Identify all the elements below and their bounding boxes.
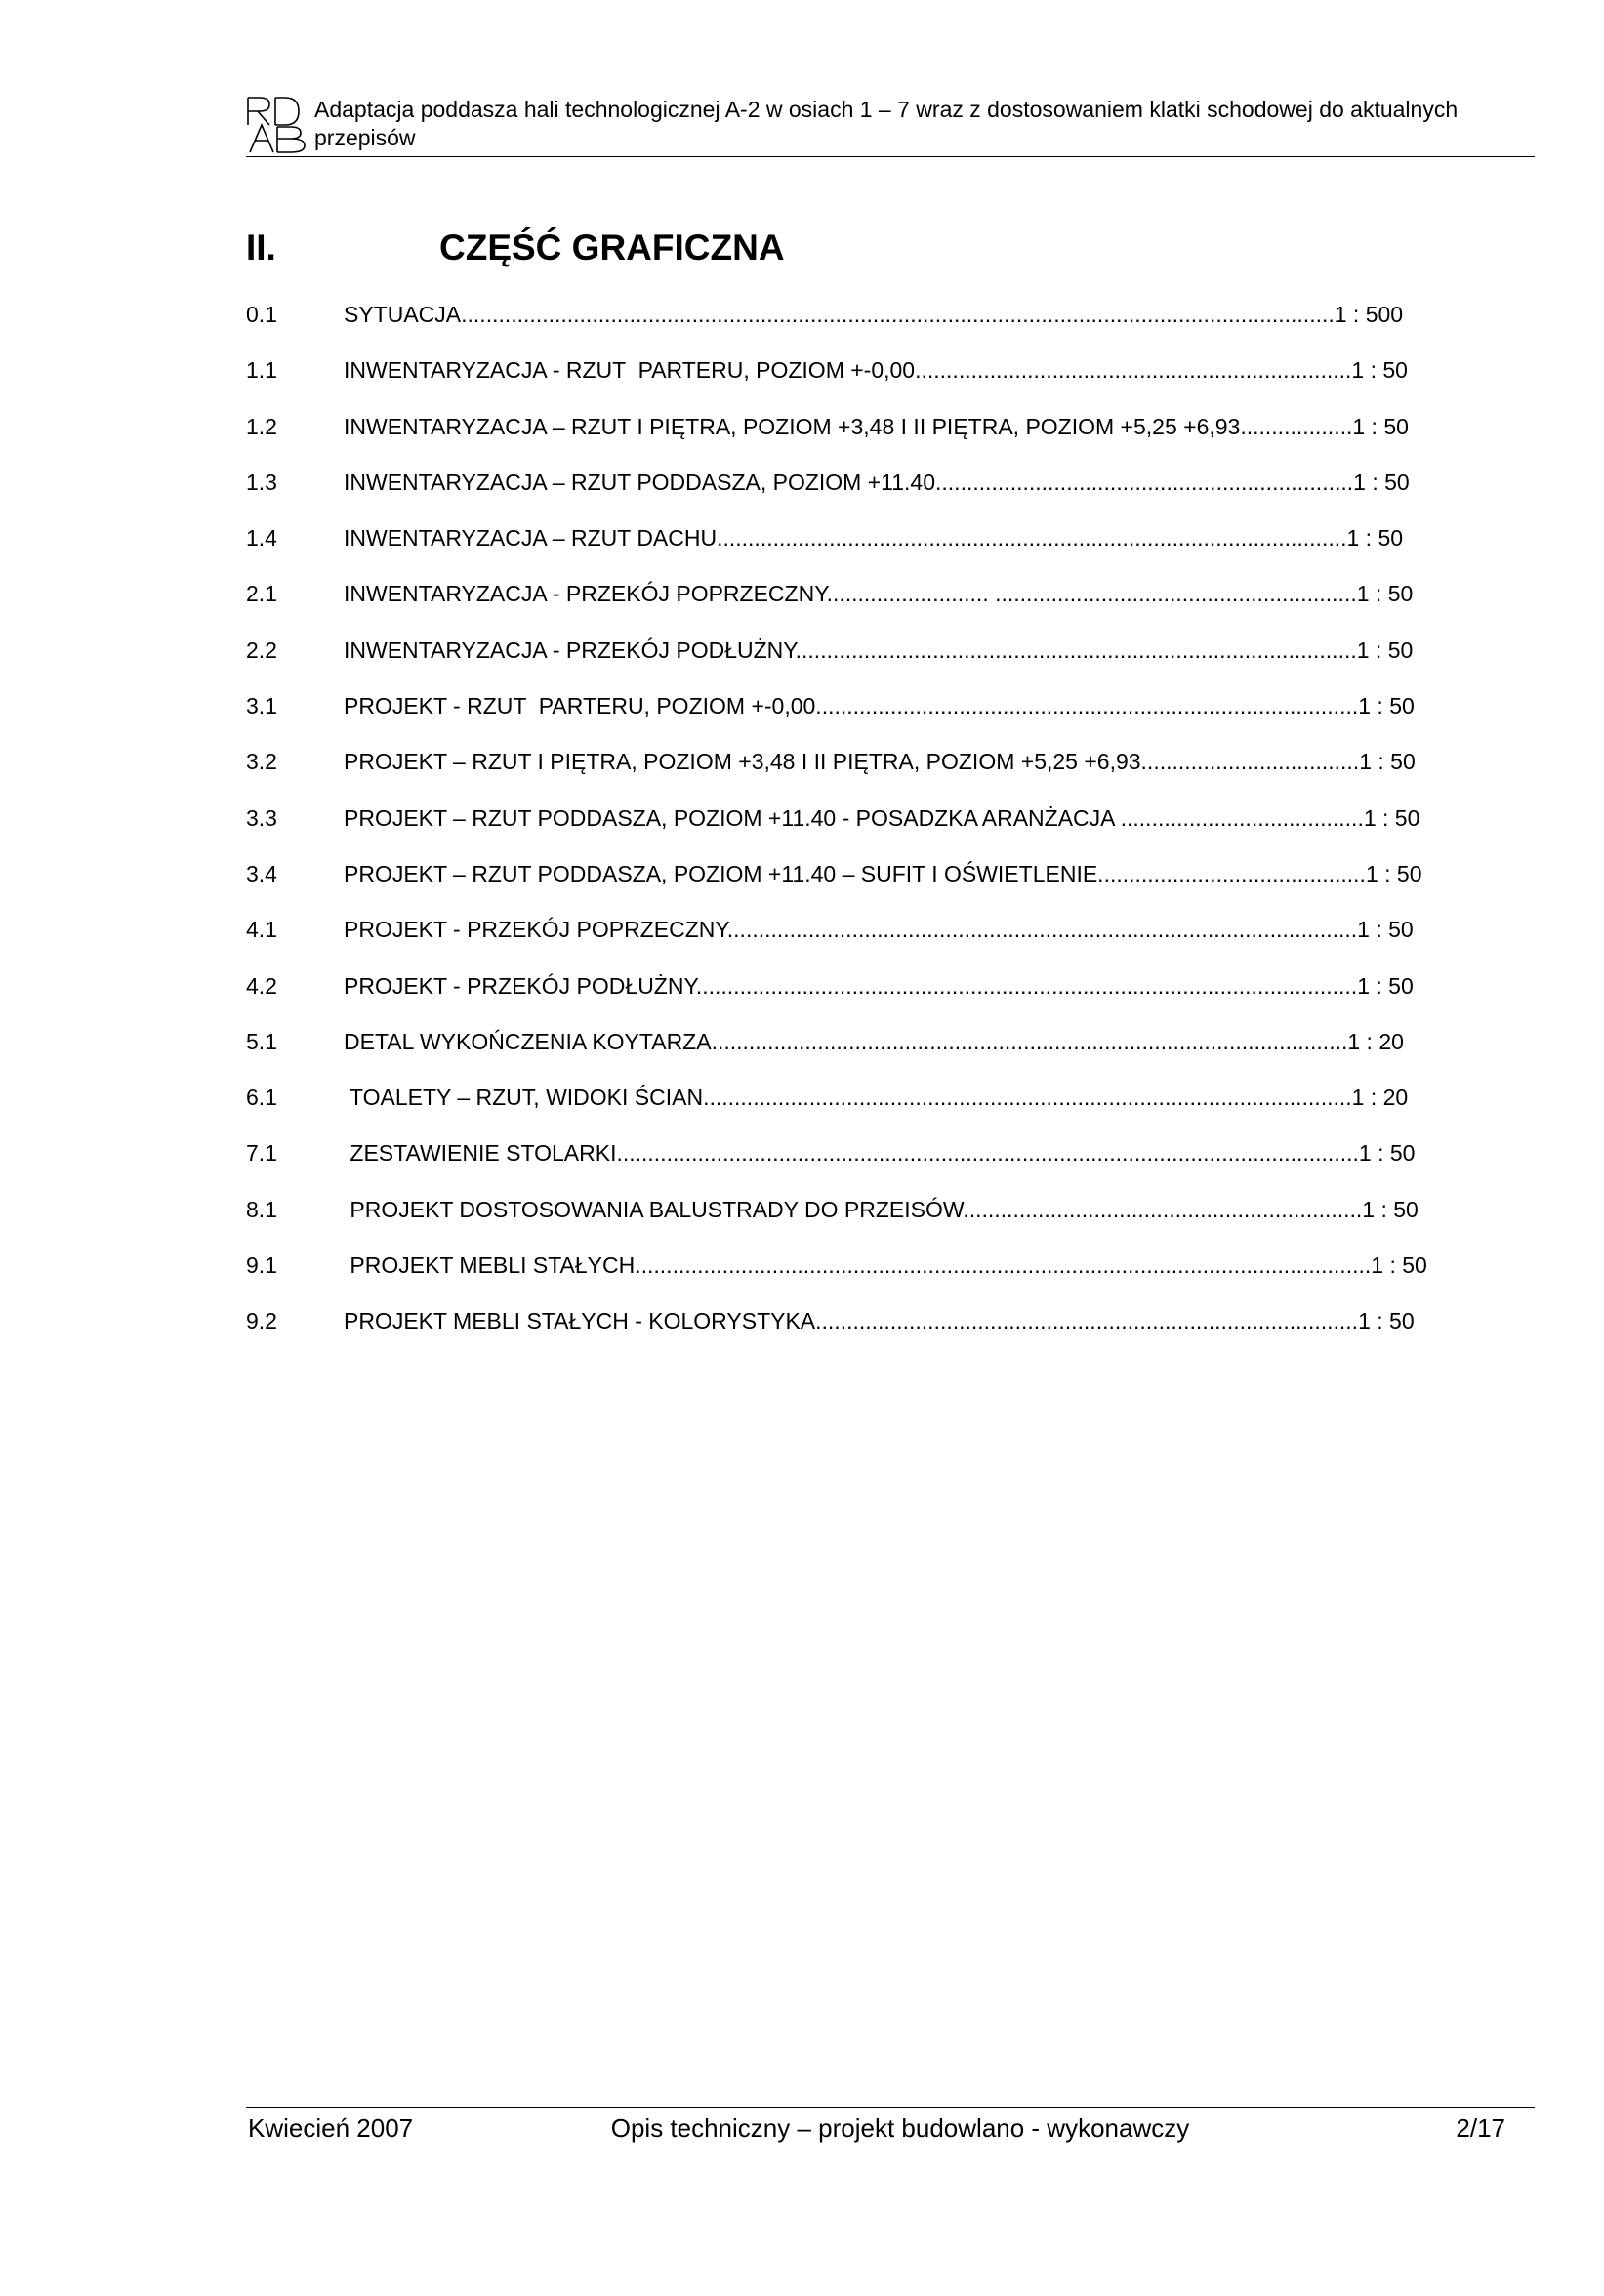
item-number: 3.1 <box>246 693 277 719</box>
list-item <box>246 797 1535 852</box>
item-title: INWENTARYZACJA - RZUT PARTERU, POZIOM +-0,00......................................................................1 : 50 <box>344 357 1408 384</box>
list-item <box>246 293 1535 348</box>
item-title: PROJEKT - PRZEKÓJ POPRZECZNY.....................................................................................................1 : 50 <box>344 917 1414 943</box>
list-item <box>246 908 1535 964</box>
section-heading <box>246 226 1535 269</box>
item-number: 3.2 <box>246 749 277 775</box>
item-title: TOALETY – RZUT, WIDOKI ŚCIAN........................................................................................................1 : 20 <box>344 1085 1409 1111</box>
footer-document-type: Opis techniczny – projekt budowlano - wykonawczy <box>610 2113 1190 2143</box>
item-number: 2.2 <box>246 636 277 663</box>
page-header <box>246 92 1535 157</box>
item-number: 9.1 <box>246 1252 277 1279</box>
footer-date: Kwiecień 2007 <box>248 2113 414 2143</box>
section-title: CZĘŚĆ GRAFICZNA <box>439 227 785 267</box>
list-item <box>246 461 1535 516</box>
item-title: PROJEKT – RZUT PODDASZA, POZIOM +11.40 - POSADZKA ARANŻACJA .......................................1 : 50 <box>344 804 1420 831</box>
item-title: PROJEKT - RZUT PARTERU, POZIOM +-0,00.......................................................................................1 : 50 <box>344 693 1415 719</box>
item-number: 1.1 <box>246 357 277 384</box>
list-item <box>246 740 1535 796</box>
list-item <box>246 684 1535 740</box>
list-item <box>246 964 1535 1020</box>
item-number: 2.1 <box>246 581 277 607</box>
item-number: 3.4 <box>246 860 277 886</box>
item-title: PROJEKT DOSTOSOWANIA BALUSTRADY DO PRZEISÓW................................................................1 : 50 <box>344 1196 1419 1222</box>
drawings-list <box>246 293 1535 1356</box>
item-title: INWENTARYZACJA – RZUT PODDASZA, POZIOM +11.40...................................................................1 : 50 <box>344 469 1410 495</box>
item-number: 6.1 <box>246 1085 277 1111</box>
item-number: 5.1 <box>246 1028 277 1054</box>
page-number: 2/17 <box>1456 2113 1505 2143</box>
list-item <box>246 516 1535 572</box>
item-title: ZESTAWIENIE STOLARKI.......................................................................................................................1 : 50 <box>344 1140 1416 1167</box>
company-logo <box>246 96 307 154</box>
list-item <box>246 1076 1535 1131</box>
item-title: PROJEKT - PRZEKÓJ PODŁUŻNY..........................................................................................................1 : 50 <box>344 972 1414 999</box>
list-item <box>246 1188 1535 1244</box>
list-item <box>246 629 1535 684</box>
item-title: DETAL WYKOŃCZENIA KOYTARZA......................................................................................................1 : 20 <box>344 1028 1404 1054</box>
item-number: 8.1 <box>246 1196 277 1222</box>
item-title: PROJEKT MEBLI STAŁYCH - KOLORYSTYKA.......................................................................................1 : 50 <box>344 1308 1415 1334</box>
item-title: PROJEKT MEBLI STAŁYCH......................................................................................................................1 : 50 <box>344 1252 1427 1279</box>
page-footer <box>246 2107 1535 2156</box>
item-title: INWENTARYZACJA – RZUT I PIĘTRA, POZIOM +3,48 I II PIĘTRA, POZIOM +5,25 +6,93..................1 : 50 <box>344 413 1409 439</box>
list-item <box>246 348 1535 404</box>
item-number: 1.4 <box>246 525 277 552</box>
list-item <box>246 1020 1535 1076</box>
item-title: INWENTARYZACJA - PRZEKÓJ PODŁUŻNY..........................................................................................1 : 50 <box>344 636 1414 663</box>
list-item <box>246 1131 1535 1187</box>
item-number: 4.1 <box>246 917 277 943</box>
document-header-title: Adaptacja poddasza hali technologicznej A-2 w osiach 1 – 7 wraz z dostosowaniem klatki schodowej do aktualnych przepisów <box>314 97 1459 150</box>
list-item <box>246 572 1535 628</box>
item-title: PROJEKT – RZUT PODDASZA, POZIOM +11.40 – SUFIT I OŚWIETLENIE...........................................1 : 50 <box>344 860 1422 886</box>
item-number: 1.3 <box>246 469 277 495</box>
item-title: SYTUACJA............................................................................................................................................1 : 500 <box>344 302 1404 327</box>
item-number: 4.2 <box>246 972 277 999</box>
item-number: 1.2 <box>246 413 277 439</box>
item-title: INWENTARYZACJA – RZUT DACHU.....................................................................................................1 : 50 <box>344 525 1404 552</box>
item-number: 7.1 <box>246 1140 277 1167</box>
item-title: PROJEKT – RZUT I PIĘTRA, POZIOM +3,48 I II PIĘTRA, POZIOM +5,25 +6,93...................................1 : 50 <box>344 749 1416 775</box>
list-item <box>246 405 1535 461</box>
list-item <box>246 1244 1535 1299</box>
list-item <box>246 852 1535 908</box>
item-number: 9.2 <box>246 1308 277 1334</box>
item-number: 3.3 <box>246 804 277 831</box>
list-item <box>246 1299 1535 1355</box>
item-title: INWENTARYZACJA - PRZEKÓJ POPRZECZNY.......................... ..........................................................1 : 50 <box>344 581 1414 607</box>
item-number: 0.1 <box>246 302 277 327</box>
section-number: II. <box>246 227 276 267</box>
